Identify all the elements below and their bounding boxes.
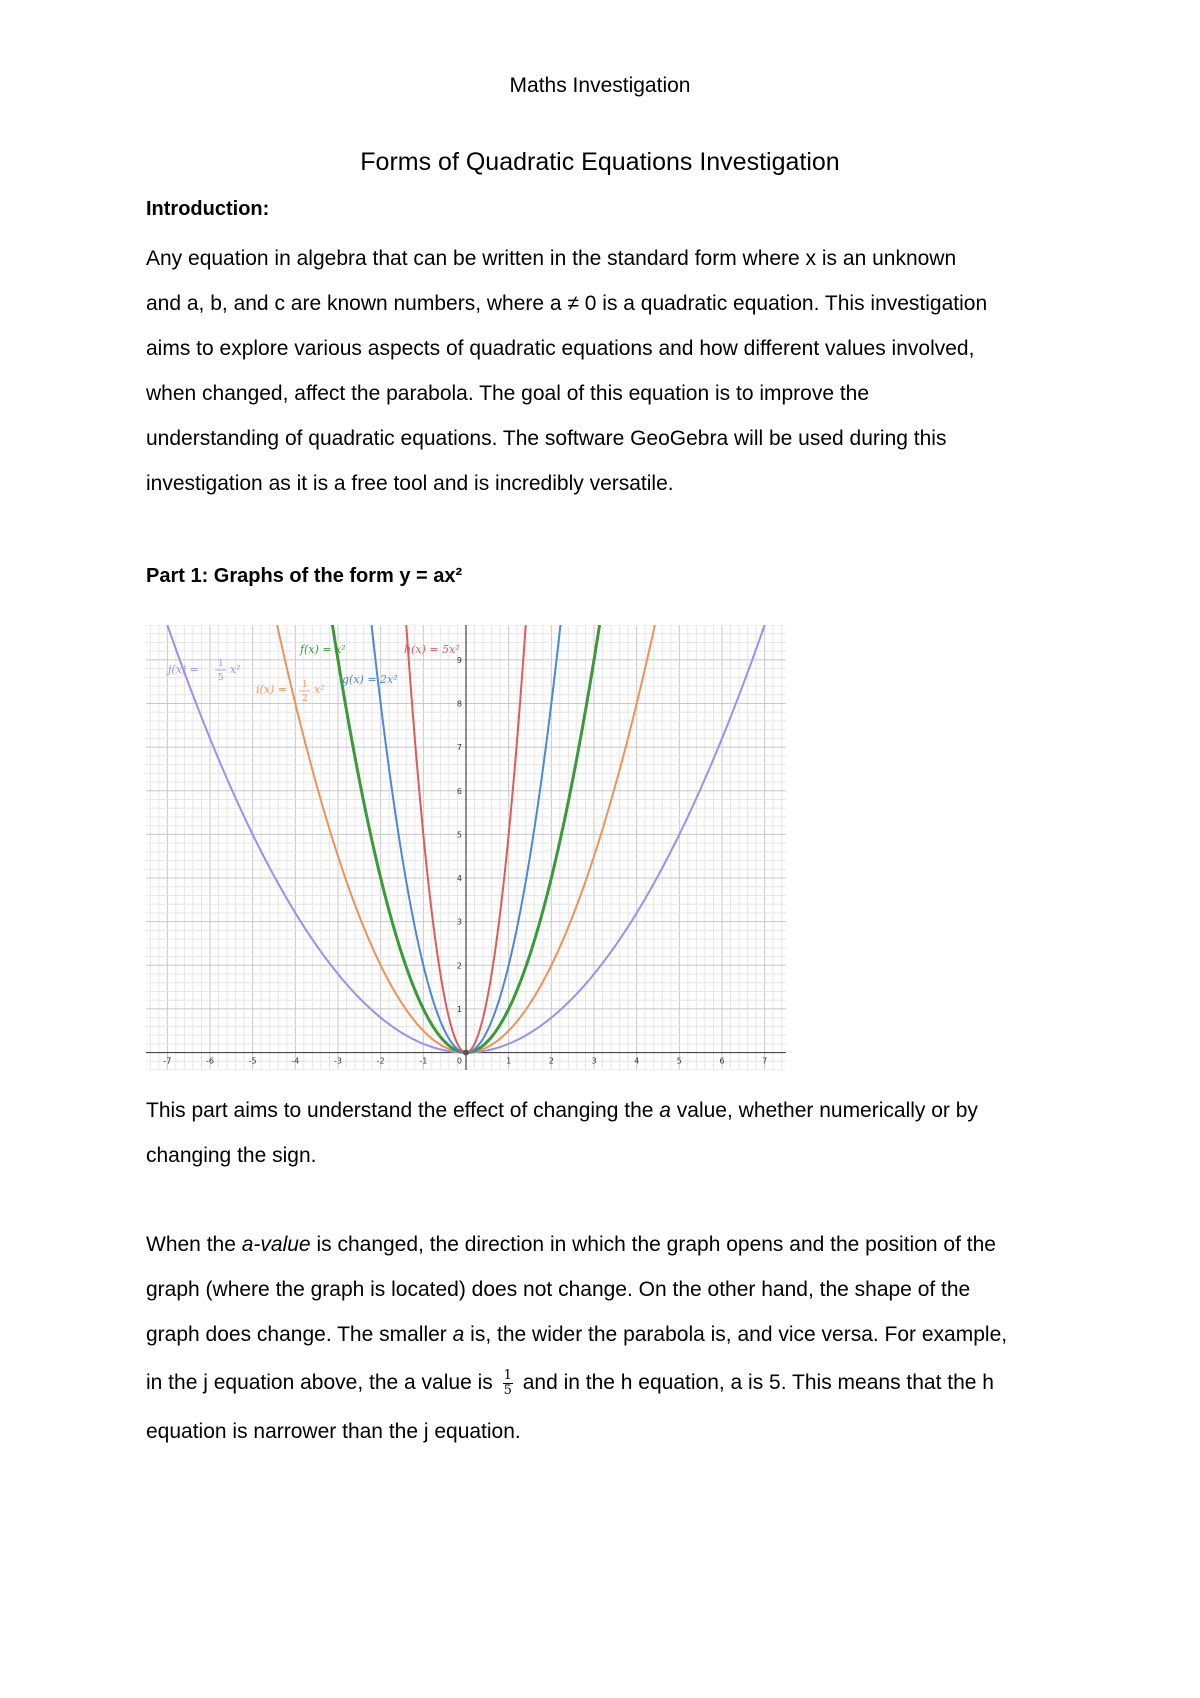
p2-line-1-italic: a-value [241,1233,311,1256]
intro-line-5: understanding of quadratic equations. The software GeoGebra will be used during this [146,427,947,450]
introduction-paragraph [146,236,1076,506]
x-tick-label: -1 [419,1056,428,1066]
p2-line-1-text-c: is changed, the direction in which the graph opens and the position of the [310,1233,996,1256]
p2-line-3-italic: a [452,1323,465,1346]
intro-line-1: Any equation in algebra that can be written in the standard form where x is an unknown [146,247,957,270]
p1-line-1 [146,1088,1076,1133]
label-j-var: x² [230,663,241,676]
p2-line-1-text-a: When the [146,1233,242,1256]
x-tick-label: 6 [719,1056,725,1066]
y-tick-label: 8 [456,699,462,709]
x-tick-label: -5 [248,1056,257,1066]
y-tick-label: 3 [456,917,462,927]
x-tick-label: -4 [291,1056,300,1066]
label-j-fn: j(x) = [168,663,199,676]
x-tick-label: 4 [634,1056,640,1066]
label-i-num: 1 [302,680,308,690]
p1-line-1-text-c: value, whether numerically or by [670,1099,978,1122]
x-tick-label: 1 [506,1056,512,1066]
part1-heading: Part 1: Graphs of the form y = ax² [146,565,463,587]
label-g: g(x) = 2x² [342,673,398,686]
x-tick-label: 5 [676,1056,682,1066]
p2-line-3-text-a: graph does change. The smaller [146,1323,453,1346]
introduction-heading: Introduction: [146,198,270,220]
label-j-den: 5 [218,673,224,683]
y-tick-label: 5 [456,830,462,840]
graph-axes [146,625,786,1070]
document-title: Forms of Quadratic Equations Investigation [360,148,840,176]
x-tick-label: -3 [334,1056,342,1066]
y-tick-label: 9 [456,655,462,665]
p2-line-2: graph (where the graph is located) does not change. On the other hand, the shape of the [146,1278,971,1301]
p1-line-2: changing the sign. [146,1144,317,1167]
p2-line-1 [146,1222,1076,1267]
label-j-num: 1 [218,659,224,669]
y-tick-label: 7 [456,743,462,753]
p1-line-1-italic: a [659,1099,671,1122]
x-tick-label: 3 [591,1056,597,1066]
x-tick-label: -6 [206,1056,214,1066]
page-header: Maths Investigation [509,74,691,97]
x-tick-label: 7 [762,1056,768,1066]
label-i-den: 2 [302,694,308,704]
label-h: h(x) = 5x² [404,643,460,656]
one-fifth-fraction [503,1369,513,1398]
p1-line-1-text-a: This part aims to understand the effect of changing the [146,1099,660,1122]
part1-paragraph-1 [146,1088,1076,1178]
x-tick-label: -2 [376,1056,385,1066]
part1-paragraph-2 [146,1222,1076,1454]
quadratic-graph [146,625,786,1070]
intro-line-3: aims to explore various aspects of quadratic equations and how different values involved, [146,337,975,360]
p2-line-3-text-c: is, the wider the parabola is, and vice versa. For example, [464,1323,1008,1346]
p2-line-4-text-a: in the j equation above, the a value is [146,1371,499,1394]
y-tick-label: 6 [456,786,462,796]
label-i-fn: i(x) = [256,683,288,696]
label-i-var: x² [314,683,325,696]
p2-line-4 [146,1357,1076,1409]
intro-line-6: investigation as it is a free tool and is incredibly versatile. [146,472,674,495]
fraction-numerator: 1 [503,1367,512,1383]
x-tick-label: 2 [548,1056,554,1066]
graph-svg [146,625,786,1070]
fraction-denominator: 5 [503,1382,512,1398]
y-tick-label: 2 [456,961,462,971]
vertex-point [463,1050,469,1056]
y-tick-label: 1 [456,1004,462,1014]
intro-line-4: when changed, affect the parabola. The goal of this equation is to improve the [146,382,870,405]
x-tick-label: -7 [163,1056,172,1066]
origin-label: 0 [456,1056,462,1066]
p2-line-3 [146,1312,1076,1357]
p2-line-5: equation is narrower than the j equation. [146,1420,521,1443]
y-tick-label: 4 [456,874,462,884]
label-f: f(x) = x² [300,643,346,656]
intro-line-2: and a, b, and c are known numbers, where a ≠ 0 is a quadratic equation. This investigation [146,292,988,315]
p2-line-4-text-b: and in the h equation, a is 5. This means that the h [516,1371,994,1394]
